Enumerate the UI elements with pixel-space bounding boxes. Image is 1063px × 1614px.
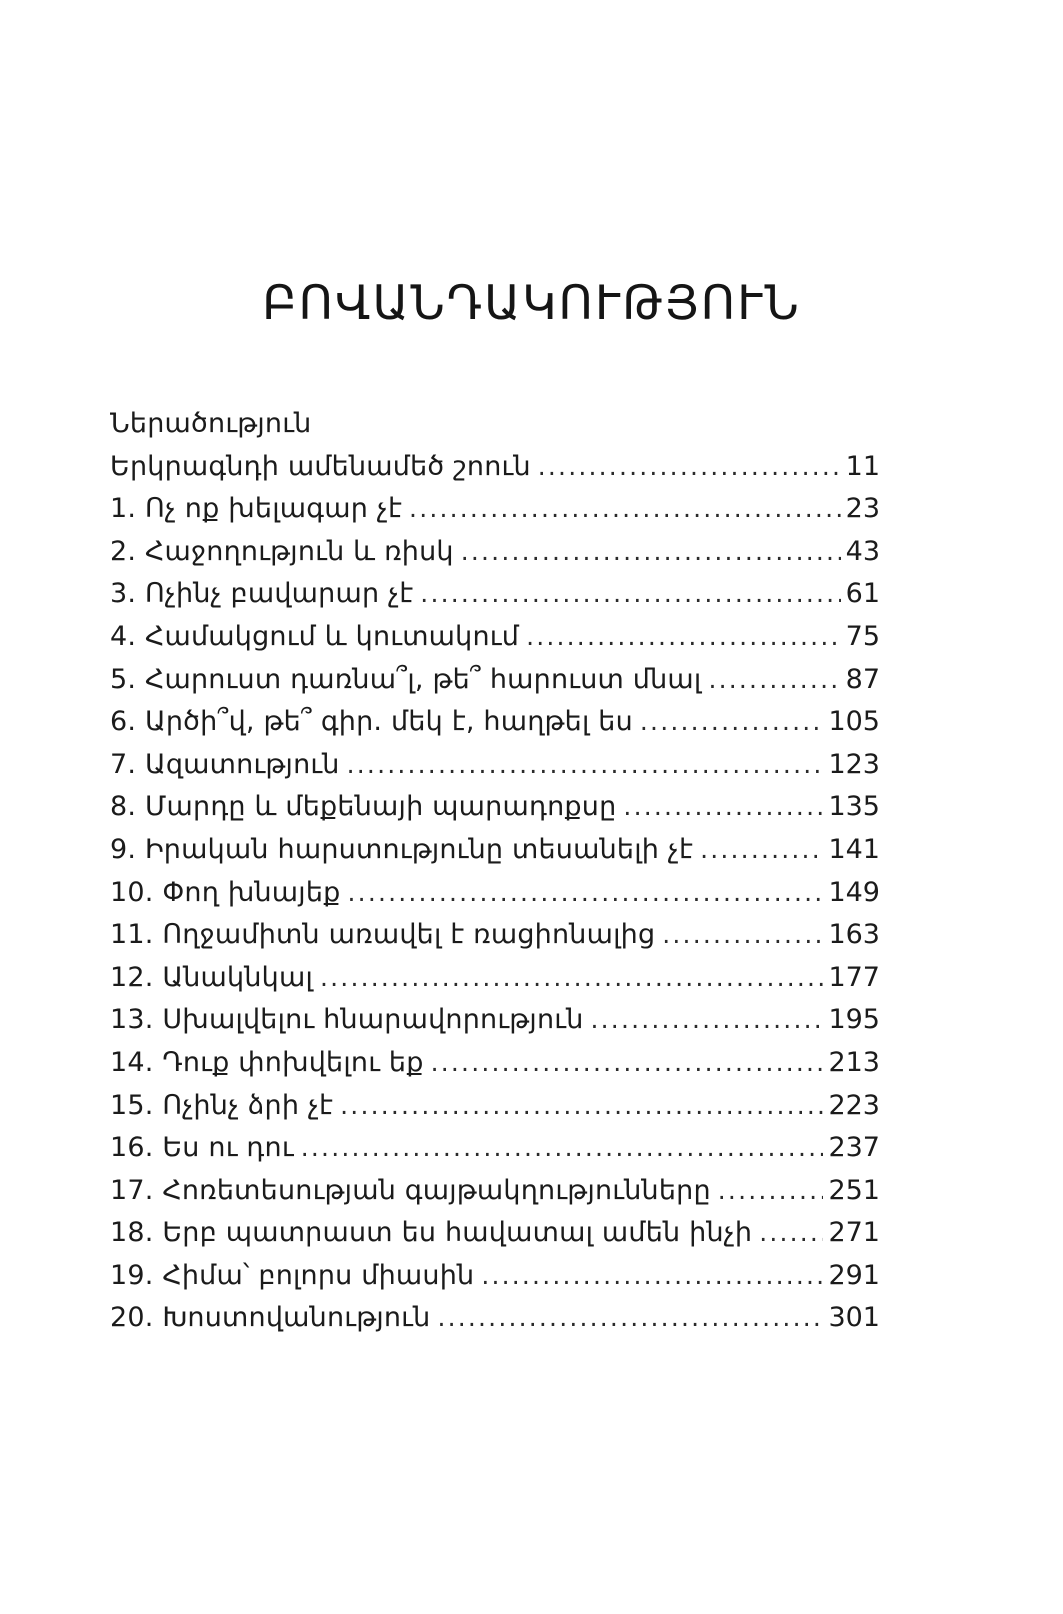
dot-leader bbox=[347, 749, 824, 780]
toc-entry bbox=[110, 621, 880, 664]
toc-entry bbox=[110, 451, 880, 494]
toc-entry bbox=[110, 1217, 880, 1260]
dot-leader bbox=[301, 1132, 824, 1163]
dot-leader bbox=[623, 791, 823, 822]
toc-entry-page: 223 bbox=[828, 1089, 880, 1121]
toc-entry bbox=[110, 1175, 880, 1218]
toc-entry bbox=[110, 1090, 880, 1133]
toc-entry-page: 43 bbox=[845, 535, 880, 567]
toc-entry-label: 4. Համակցում և կուտակում bbox=[110, 620, 520, 652]
dot-leader bbox=[708, 664, 840, 695]
toc-entry-page: 141 bbox=[828, 833, 880, 865]
page-title: ԲՈՎԱՆԴԱԿՈՒԹՅՈՒՆ bbox=[262, 276, 801, 331]
toc-entry-page: 251 bbox=[828, 1174, 880, 1206]
toc-entry-page: 75 bbox=[845, 620, 880, 652]
toc-entry bbox=[110, 493, 880, 536]
toc-entry-label: 18. Երբ պատրաստ ես հավատալ ամեն ինչի bbox=[110, 1217, 753, 1249]
toc-entry-label: 2. Հաջողություն և ռիսկ bbox=[110, 535, 454, 567]
toc-entry-label: 16. Ես ու դու bbox=[110, 1132, 294, 1164]
toc-entry bbox=[110, 919, 880, 962]
toc-entry-label: Ներածություն bbox=[110, 408, 312, 439]
toc-entry-page: 301 bbox=[828, 1302, 880, 1334]
toc-entry-page: 87 bbox=[845, 663, 880, 695]
toc-entry bbox=[110, 834, 880, 877]
dot-leader bbox=[340, 1090, 823, 1121]
dot-leader bbox=[348, 877, 824, 908]
toc-entry-page: 23 bbox=[845, 493, 880, 525]
dot-leader bbox=[526, 621, 841, 652]
toc-entry-page: 177 bbox=[828, 961, 880, 993]
toc-entry-page: 271 bbox=[828, 1217, 880, 1249]
toc-entry bbox=[110, 749, 880, 792]
toc-entry-label: 1. Ոչ ոք խելագար չէ bbox=[110, 493, 403, 525]
toc-entry bbox=[110, 536, 880, 579]
toc-entry bbox=[110, 706, 880, 749]
toc-entry-label: 7. Ազատություն bbox=[110, 748, 340, 780]
dot-leader bbox=[640, 706, 824, 737]
toc-list bbox=[110, 408, 880, 1345]
toc-entry bbox=[110, 408, 880, 451]
toc-entry-label: 20. Խոստովանություն bbox=[110, 1302, 431, 1334]
dot-leader bbox=[718, 1175, 824, 1206]
toc-entry-page: 213 bbox=[828, 1046, 880, 1078]
toc-entry-page: 163 bbox=[828, 919, 880, 951]
dot-leader bbox=[481, 1260, 823, 1291]
toc-entry-page: 135 bbox=[828, 791, 880, 823]
toc-entry-page: 11 bbox=[845, 450, 880, 482]
toc-entry-label: 14. Դուք փոխվելու եք bbox=[110, 1046, 424, 1078]
toc-entry-page: 195 bbox=[828, 1004, 880, 1036]
dot-leader bbox=[591, 1004, 824, 1035]
dot-leader bbox=[437, 1302, 823, 1333]
toc-entry-page: 149 bbox=[828, 876, 880, 908]
dot-leader bbox=[431, 1047, 824, 1078]
toc-entry-label: 5. Հարուստ դառնա՞լ, թե՞ հարուստ մնալ bbox=[110, 663, 702, 695]
dot-leader bbox=[538, 451, 841, 482]
toc-entry-page: 61 bbox=[845, 578, 880, 610]
toc-entry bbox=[110, 1260, 880, 1303]
dot-leader bbox=[409, 493, 841, 524]
toc-entry-label: 6. Արծի՞վ, թե՞ գիր. մեկ է, հաղթել ես bbox=[110, 706, 633, 738]
dot-leader bbox=[759, 1217, 823, 1248]
toc-entry bbox=[110, 578, 880, 621]
toc-entry bbox=[110, 1132, 880, 1175]
toc-entry-label: Երկրագնդի ամենամեծ շոուն bbox=[110, 450, 531, 482]
toc-entry bbox=[110, 962, 880, 1005]
toc-entry-label: 10. Փող խնայեք bbox=[110, 876, 341, 908]
dot-leader bbox=[700, 834, 823, 865]
toc-entry bbox=[110, 791, 880, 834]
toc-entry bbox=[110, 664, 880, 707]
toc-entry-label: 19. Հիմա՝ բոլորս միասին bbox=[110, 1259, 475, 1291]
dot-leader bbox=[320, 962, 823, 993]
toc-entry-page: 291 bbox=[828, 1259, 880, 1291]
toc-entry-label: 17. Հոռետեսության գայթակղությունները bbox=[110, 1174, 711, 1206]
dot-leader bbox=[420, 578, 840, 609]
toc-entry-label: 11. Ողջամիտն առավել է ռացիոնալից bbox=[110, 919, 656, 951]
toc-entry-label: 8. Մարդը և մեքենայի պարադոքսը bbox=[110, 791, 617, 823]
toc-entry bbox=[110, 1004, 880, 1047]
toc-entry-label: 13. Սխալվելու հնարավորություն bbox=[110, 1004, 584, 1036]
toc-entry bbox=[110, 877, 880, 920]
dot-leader bbox=[461, 536, 841, 567]
toc-entry-page: 105 bbox=[828, 706, 880, 738]
toc-entry-label: 3. Ոչինչ բավարար չէ bbox=[110, 578, 414, 610]
toc-entry-page: 237 bbox=[828, 1132, 880, 1164]
toc-entry-label: 9. Իրական հարստությունը տեսանելի չէ bbox=[110, 833, 694, 865]
dot-leader bbox=[662, 919, 823, 950]
toc-entry bbox=[110, 1302, 880, 1345]
toc-entry-label: 15. Ոչինչ ձրի չէ bbox=[110, 1089, 334, 1121]
toc-entry bbox=[110, 1047, 880, 1090]
toc-entry-label: 12. Անակնկալ bbox=[110, 961, 313, 993]
toc-entry-page: 123 bbox=[828, 748, 880, 780]
